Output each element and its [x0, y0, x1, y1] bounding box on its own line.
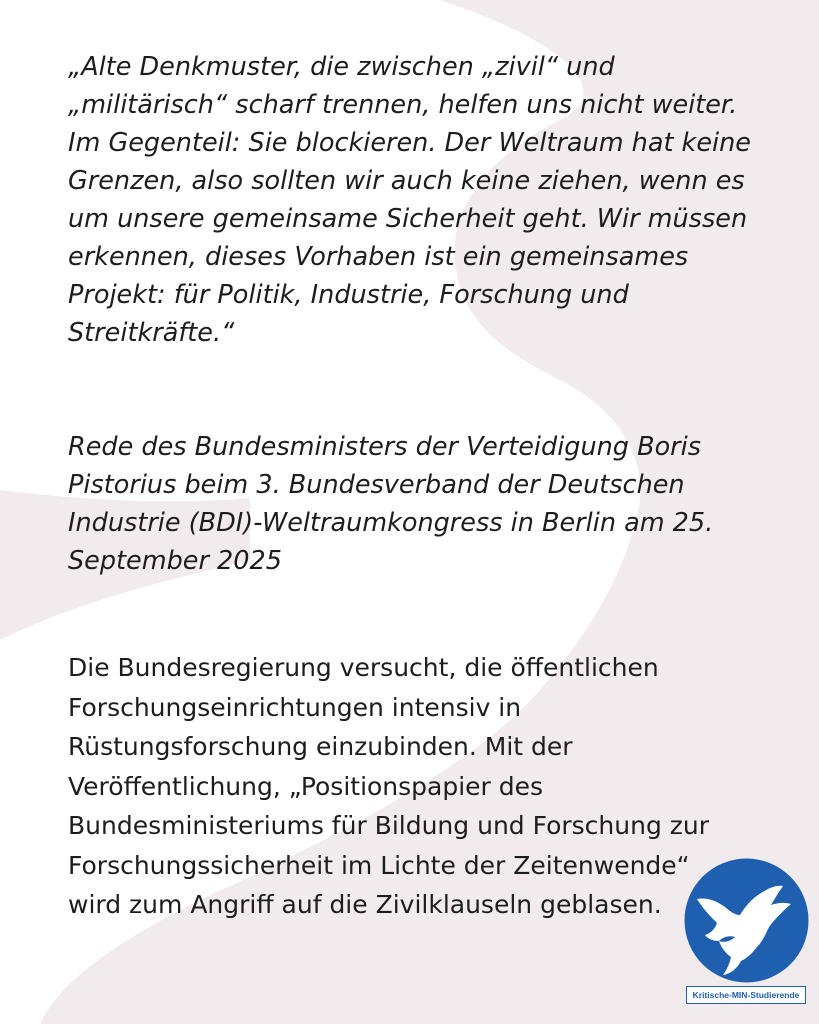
logo-label: Kritische-MIN-Studierende	[686, 986, 806, 1004]
dove-icon	[683, 857, 810, 984]
quote-attribution: Rede des Bundesministers der Verteidigung Boris Pistorius beim 3. Bundesverband der Deutschen Industrie (BDI)-Weltraumkongress in Berlin am 25. September 2025	[68, 432, 714, 576]
body-paragraph: Die Bundesregierung versucht, die öffentlichen Forschungseinrichtungen intensiv in Rüstungsforschung einzubinden. Mit der Veröffentlichung, „Positionspapier des Bundesministeriums für Bildung und Forschung zur Forschungssicherheit im Lichte der Zeitenwende“ wird zum Angriff auf die Zivilklauseln geblasen.	[68, 653, 710, 919]
organization-logo	[683, 857, 810, 1007]
quote-text: „Alte Denkmuster, die zwischen „zivil“ und „militärisch“ scharf trennen, helfen uns nicht weiter. Im Gegenteil: Sie blockieren. Der Weltraum hat keine Grenzen, also sollten wir auch keine ziehen, wenn es um unsere gemeinsame Sicherheit geht. Wir müssen erkennen, dieses Vorhaben ist ein gemeinsames Projekt: für Politik, Industrie, Forschung und Streitkräfte.“	[68, 52, 751, 348]
